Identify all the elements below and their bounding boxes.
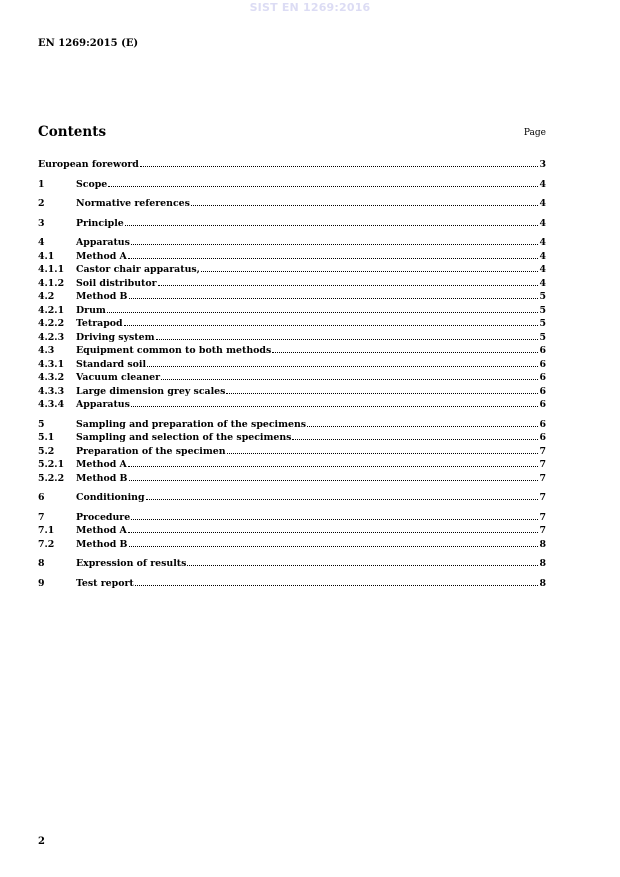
toc-entry-number: 9	[38, 577, 45, 589]
toc-entry[interactable]	[38, 157, 546, 171]
toc-entry-title: Soil distributor	[76, 277, 157, 289]
toc-entry-number: 1	[38, 178, 45, 190]
toc-entry-page: 7	[539, 492, 546, 503]
page-number: 2	[38, 836, 45, 847]
toc-entry-number: 4	[38, 237, 45, 248]
watermark: SIST EN 1269:2016	[249, 1, 371, 14]
dot-leader	[128, 249, 539, 259]
toc-entry-number: 4.2.1	[38, 304, 65, 316]
dot-leader	[131, 235, 539, 245]
toc-entry-title: Method B	[76, 472, 128, 484]
toc-entry-number: 6	[38, 492, 45, 503]
toc-entry-number: 2	[38, 198, 45, 209]
toc-entry-page: 5	[539, 304, 546, 316]
toc-entry-page: 6	[539, 385, 546, 397]
toc-entry-number: 4.3.3	[38, 385, 65, 397]
toc-entry-number: 4.2.3	[38, 331, 65, 343]
dot-leader	[129, 537, 539, 547]
toc-entry-title: Method B	[76, 538, 128, 550]
toc-entry-number: 4.3	[38, 345, 55, 356]
toc-entry-page: 7	[539, 511, 546, 523]
toc-entry[interactable]	[38, 510, 546, 524]
toc-entry-page: 4	[539, 237, 546, 248]
toc-entry-page: 4	[539, 178, 546, 190]
toc-entry[interactable]	[38, 343, 546, 357]
toc-entry-number: 4.2.2	[38, 318, 65, 329]
toc-entry-title: Apparatus	[76, 237, 130, 248]
toc-entry-number: 8	[38, 558, 45, 569]
toc-entry[interactable]	[38, 303, 546, 317]
toc-entry-title: Standard soil	[76, 358, 147, 370]
dot-leader	[201, 262, 539, 272]
toc-entry[interactable]	[38, 384, 546, 398]
toc-entry-number: 5.2.2	[38, 472, 65, 484]
dot-leader	[292, 430, 538, 440]
toc-entry-page: 8	[539, 558, 546, 569]
toc-entry-title: Drum	[76, 304, 106, 316]
toc-entry[interactable]	[38, 370, 546, 384]
toc-entry-title: Equipment common to both methods	[76, 345, 272, 356]
toc-entry[interactable]	[38, 523, 546, 537]
toc-entry-number: 4.1	[38, 250, 55, 262]
toc-entry-title: Method A	[76, 459, 127, 470]
dot-leader	[227, 444, 539, 454]
toc-entry-title: Normative references	[76, 198, 190, 209]
toc-entry-page: 6	[539, 358, 546, 370]
toc-entry-page: 5	[539, 331, 546, 343]
dot-leader	[156, 330, 539, 340]
toc-entry[interactable]	[38, 177, 546, 191]
toc-entry-number: 5.1	[38, 432, 55, 443]
toc-entry-page: 6	[539, 372, 546, 383]
page-column-label: Page	[523, 128, 546, 138]
toc-entry-page: 4	[539, 264, 546, 275]
toc-entry[interactable]	[38, 316, 546, 330]
dot-leader	[272, 343, 538, 353]
toc-entry-number: 7.2	[38, 538, 55, 550]
toc-entry-page: 6	[539, 399, 546, 410]
toc-entry-page: 8	[539, 577, 546, 589]
dot-leader	[147, 357, 538, 367]
toc-entry-title: Method A	[76, 525, 127, 536]
toc-entry[interactable]	[38, 490, 546, 504]
toc-entry-title: Procedure	[76, 511, 131, 523]
toc-entry-title: Castor chair apparatus,	[76, 264, 200, 275]
toc-entry[interactable]	[38, 576, 546, 590]
toc-entry-title: Principle	[76, 217, 124, 229]
toc-entry-page: 3	[539, 159, 546, 170]
toc-entry[interactable]	[38, 537, 546, 551]
dot-leader	[129, 471, 539, 481]
toc-entry-title: Method A	[76, 250, 127, 262]
toc-entry-number: 4.1.1	[38, 264, 65, 275]
toc-entry-number: 4.2	[38, 291, 55, 302]
dot-leader	[140, 157, 539, 167]
table-of-contents	[38, 157, 546, 589]
dot-leader	[146, 490, 539, 500]
toc-entry-title: European foreword	[38, 159, 139, 170]
dot-leader	[135, 576, 539, 586]
toc-entry-title: Vacuum cleaner	[76, 372, 161, 383]
dot-leader	[129, 289, 539, 299]
toc-entry-page: 8	[539, 538, 546, 550]
toc-entry[interactable]	[38, 417, 546, 431]
toc-entry-page: 7	[539, 525, 546, 536]
toc-entry-title: Test report	[76, 577, 134, 589]
dot-leader	[131, 397, 539, 407]
toc-entry-title: Sampling and preparation of the specimens	[76, 418, 307, 430]
toc-entry[interactable]	[38, 430, 546, 444]
toc-entry-title: Preparation of the specimen	[76, 445, 226, 457]
toc-entry[interactable]	[38, 276, 546, 290]
dot-leader	[226, 384, 538, 394]
toc-entry-title: Conditioning	[76, 492, 145, 503]
toc-entry-title: Apparatus	[76, 399, 130, 410]
toc-entry-page: 5	[539, 291, 546, 302]
toc-entry-number: 3	[38, 217, 45, 229]
toc-entry-title: Large dimension grey scales	[76, 385, 226, 397]
dot-leader	[131, 510, 538, 520]
toc-entry-page: 7	[539, 459, 546, 470]
toc-entry[interactable]	[38, 556, 546, 570]
toc-entry-page: 7	[539, 472, 546, 484]
toc-entry-page: 5	[539, 318, 546, 329]
dot-leader	[161, 370, 538, 380]
toc-entry-title: Tetrapod	[76, 318, 123, 329]
dot-leader	[158, 276, 539, 286]
toc-entry[interactable]	[38, 262, 546, 276]
toc-entry[interactable]	[38, 249, 546, 263]
toc-entry-number: 4.3.4	[38, 399, 65, 410]
toc-entry[interactable]	[38, 235, 546, 249]
toc-entry-page: 4	[539, 277, 546, 289]
dot-leader	[125, 216, 539, 226]
dot-leader	[128, 457, 539, 467]
dot-leader	[307, 417, 538, 427]
toc-entry[interactable]	[38, 457, 546, 471]
toc-entry-number: 4.3.2	[38, 372, 65, 383]
toc-entry-number: 4.3.1	[38, 358, 65, 370]
toc-entry-page: 6	[539, 432, 546, 443]
toc-entry[interactable]	[38, 216, 546, 230]
toc-entry-page: 4	[539, 250, 546, 262]
toc-entry-page: 6	[539, 345, 546, 356]
contents-title: Contents	[38, 124, 107, 140]
toc-entry-number: 5	[38, 418, 45, 430]
dot-leader	[128, 523, 539, 533]
toc-entry-page: 4	[539, 217, 546, 229]
toc-entry-title: Method B	[76, 291, 128, 302]
toc-entry-number: 5.2.1	[38, 459, 65, 470]
toc-entry[interactable]	[38, 196, 546, 210]
dot-leader	[107, 303, 539, 313]
toc-entry-page: 6	[539, 418, 546, 430]
dot-leader	[191, 196, 539, 206]
toc-entry-title: Scope	[76, 178, 108, 190]
toc-entry[interactable]	[38, 289, 546, 303]
toc-entry-number: 7.1	[38, 525, 55, 536]
toc-entry-title: Expression of results	[76, 558, 187, 569]
document-id: EN 1269:2015 (E)	[38, 38, 139, 49]
toc-entry-number: 4.1.2	[38, 277, 65, 289]
toc-entry[interactable]	[38, 471, 546, 485]
toc-entry[interactable]	[38, 444, 546, 458]
toc-entry-page: 4	[539, 198, 546, 209]
toc-entry-number: 7	[38, 511, 45, 523]
dot-leader	[108, 177, 538, 187]
toc-entry[interactable]	[38, 357, 546, 371]
toc-entry[interactable]	[38, 330, 546, 344]
dot-leader	[187, 556, 538, 566]
toc-entry-title: Driving system	[76, 331, 155, 343]
dot-leader	[124, 316, 539, 326]
toc-entry-number: 5.2	[38, 445, 55, 457]
toc-entry-title: Sampling and selection of the specimens	[76, 432, 292, 443]
toc-entry-page: 7	[539, 445, 546, 457]
toc-entry[interactable]	[38, 397, 546, 411]
